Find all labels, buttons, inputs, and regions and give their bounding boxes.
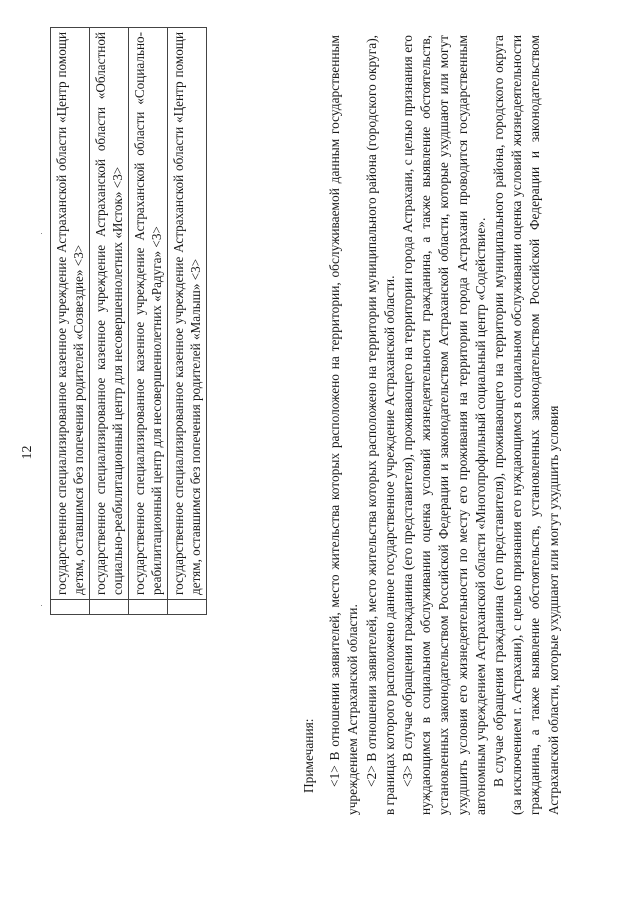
table-cell-institution: государственное специализированное казенное учреждение Астраханской области «Областной социально-реабилитационный центр для несовершеннолетних «Исток» <3>	[90, 28, 129, 600]
note-paragraph-3: <3> В случае обращения гражданина (его представителя), проживающего на территории города Астрахани, с целью признания его нуждающимся в социальном обслуживании оценка условий жизнедеятельности гражданина, а также выявление обстоятельств, установленных законодательством Российской Федерации и законодательством Астраханской области, которые ухудшают или могут ухудшить условия его жизнедеятельности по месту его проживания на территории города Астрахани проводится государственным автономным учреждением Астраханской области «Многопрофильный социальный центр «Содействие».	[400, 35, 488, 815]
notes-title: Примечания:	[301, 718, 316, 793]
note-paragraph-2: <2> В отношении заявителей, место жительства которых расположено на территории муниципального района (городского округа), в границах которого расположено данное государственное учреждение Астраханской области.	[363, 35, 397, 815]
table-left-cell	[129, 600, 168, 615]
table-cell-institution: государственное специализированное казенное учреждение Астраханской области «Социально-реабилитационный центр для несовершеннолетних «Радуга» <3>	[129, 28, 168, 600]
table-row	[90, 28, 129, 615]
table-left-cell	[168, 600, 207, 615]
table-left-cell	[90, 600, 129, 615]
table-cell-institution: государственное специализированное казенное учреждение Астраханской области «Центр помощи детям, оставшимся без попечения родителей «Малыш» <3>	[168, 28, 207, 600]
table-cell-institution: государственное специализированное казенное учреждение Астраханской области «Центр помощи детям, оставшимся без попечения родителей «Созвездие» <3>	[51, 28, 90, 600]
table-row	[51, 28, 90, 615]
institutions-table	[50, 27, 207, 615]
table-left-cell	[51, 600, 90, 615]
table-row	[129, 28, 168, 615]
table-row	[168, 28, 207, 615]
scan-speck: ·	[40, 228, 43, 238]
note-paragraph-4: В случае обращения гражданина (его представителя), проживающего на территории муниципального района, городского округа (за исключением г. Астрахани), с целью признания его нуждающимся в социальном обслуживании оценка условий жизнедеятельности гражданина, а также выявление обстоятельств, установленных законодательством Российской Федерации и законодательством Астраханской области, которые ухудшают или могут ухудшить условия	[491, 35, 561, 815]
notes-section	[300, 35, 563, 815]
page-number: 12	[20, 445, 35, 460]
scan-speck: ·	[40, 600, 43, 610]
note-paragraph-1: <1> В отношении заявителей, место жительства которых расположено на территории, обслуживаемой данным государственным учреждением Астраханской области.	[327, 35, 361, 815]
